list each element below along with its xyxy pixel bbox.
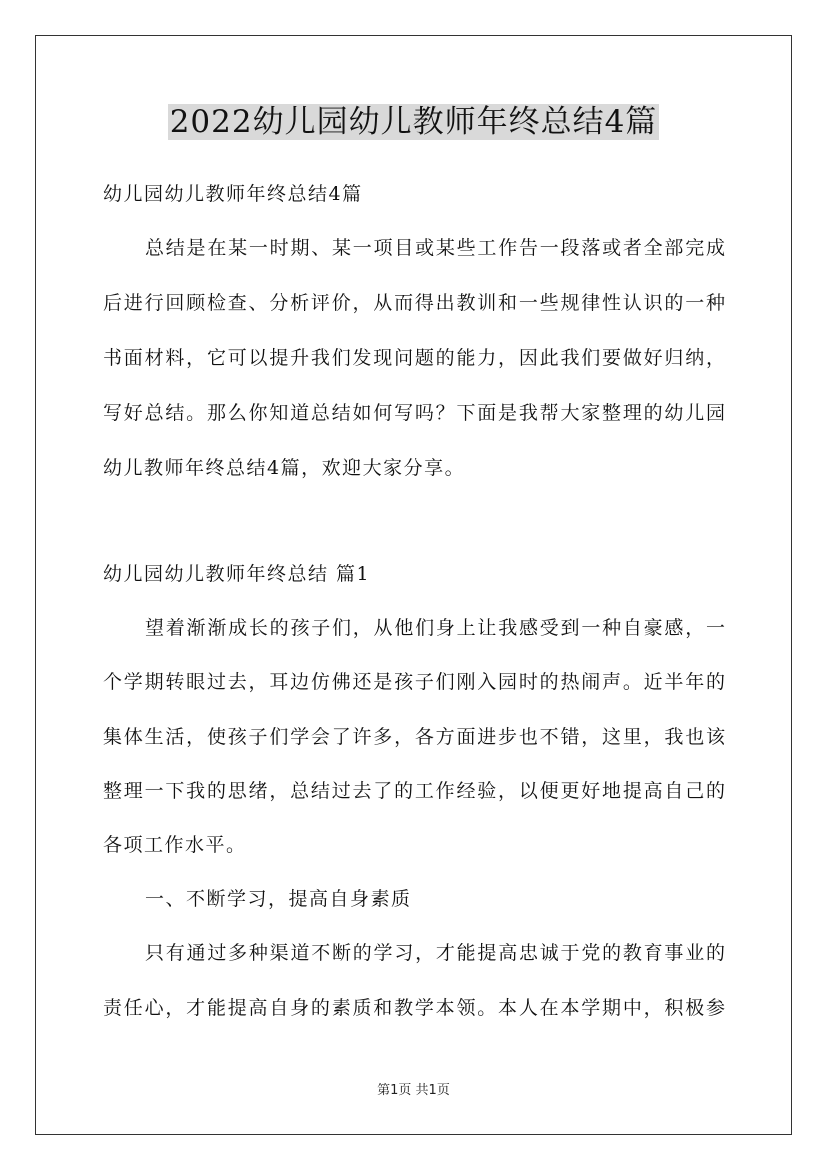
intro-line: 后进行回顾检查、分析评价，从而得出教训和一些规律性认识的一种 xyxy=(103,292,725,314)
intro-line: 幼儿教师年终总结4篇，欢迎大家分享。 xyxy=(103,457,466,479)
section-line: 整理一下我的思绪，总结过去了的工作经验，以便更好地提高自己的 xyxy=(103,780,725,802)
study-line: 只有通过多种渠道不断的学习，才能提高忠诚于党的教育事业的 xyxy=(145,942,725,964)
intro-line: 总结是在某一时期、某一项目或某些工作告一段落或者全部完成 xyxy=(145,237,725,259)
section-line: 各项工作水平。 xyxy=(103,834,247,856)
page-footer: 第1页 共1页 xyxy=(377,1083,450,1098)
section-line: 望着渐渐成长的孩子们，从他们身上让我感受到一种自豪感，一 xyxy=(145,617,725,639)
document-title xyxy=(0,100,827,144)
study-line: 责任心，才能提高自身的素质和教学本领。本人在本学期中，积极参 xyxy=(103,997,725,1019)
section-heading: 幼儿园幼儿教师年终总结 篇1 xyxy=(103,563,371,585)
subheading: 一、不断学习，提高自身素质 xyxy=(145,888,412,910)
intro-line: 写好总结。那么你知道总结如何写吗？下面是我帮大家整理的幼儿园 xyxy=(103,402,725,424)
document-title-text: 2022幼儿园幼儿教师年终总结4篇 xyxy=(169,104,658,140)
document-subtitle: 幼儿园幼儿教师年终总结4篇 xyxy=(103,183,363,205)
section-line: 集体生活，使孩子们学会了许多，各方面进步也不错，这里，我也该 xyxy=(103,726,725,748)
section-line: 个学期转眼过去，耳边仿佛还是孩子们刚入园时的热闹声。近半年的 xyxy=(103,671,725,693)
intro-line: 书面材料，它可以提升我们发现问题的能力，因此我们要做好归纳， xyxy=(103,347,725,369)
